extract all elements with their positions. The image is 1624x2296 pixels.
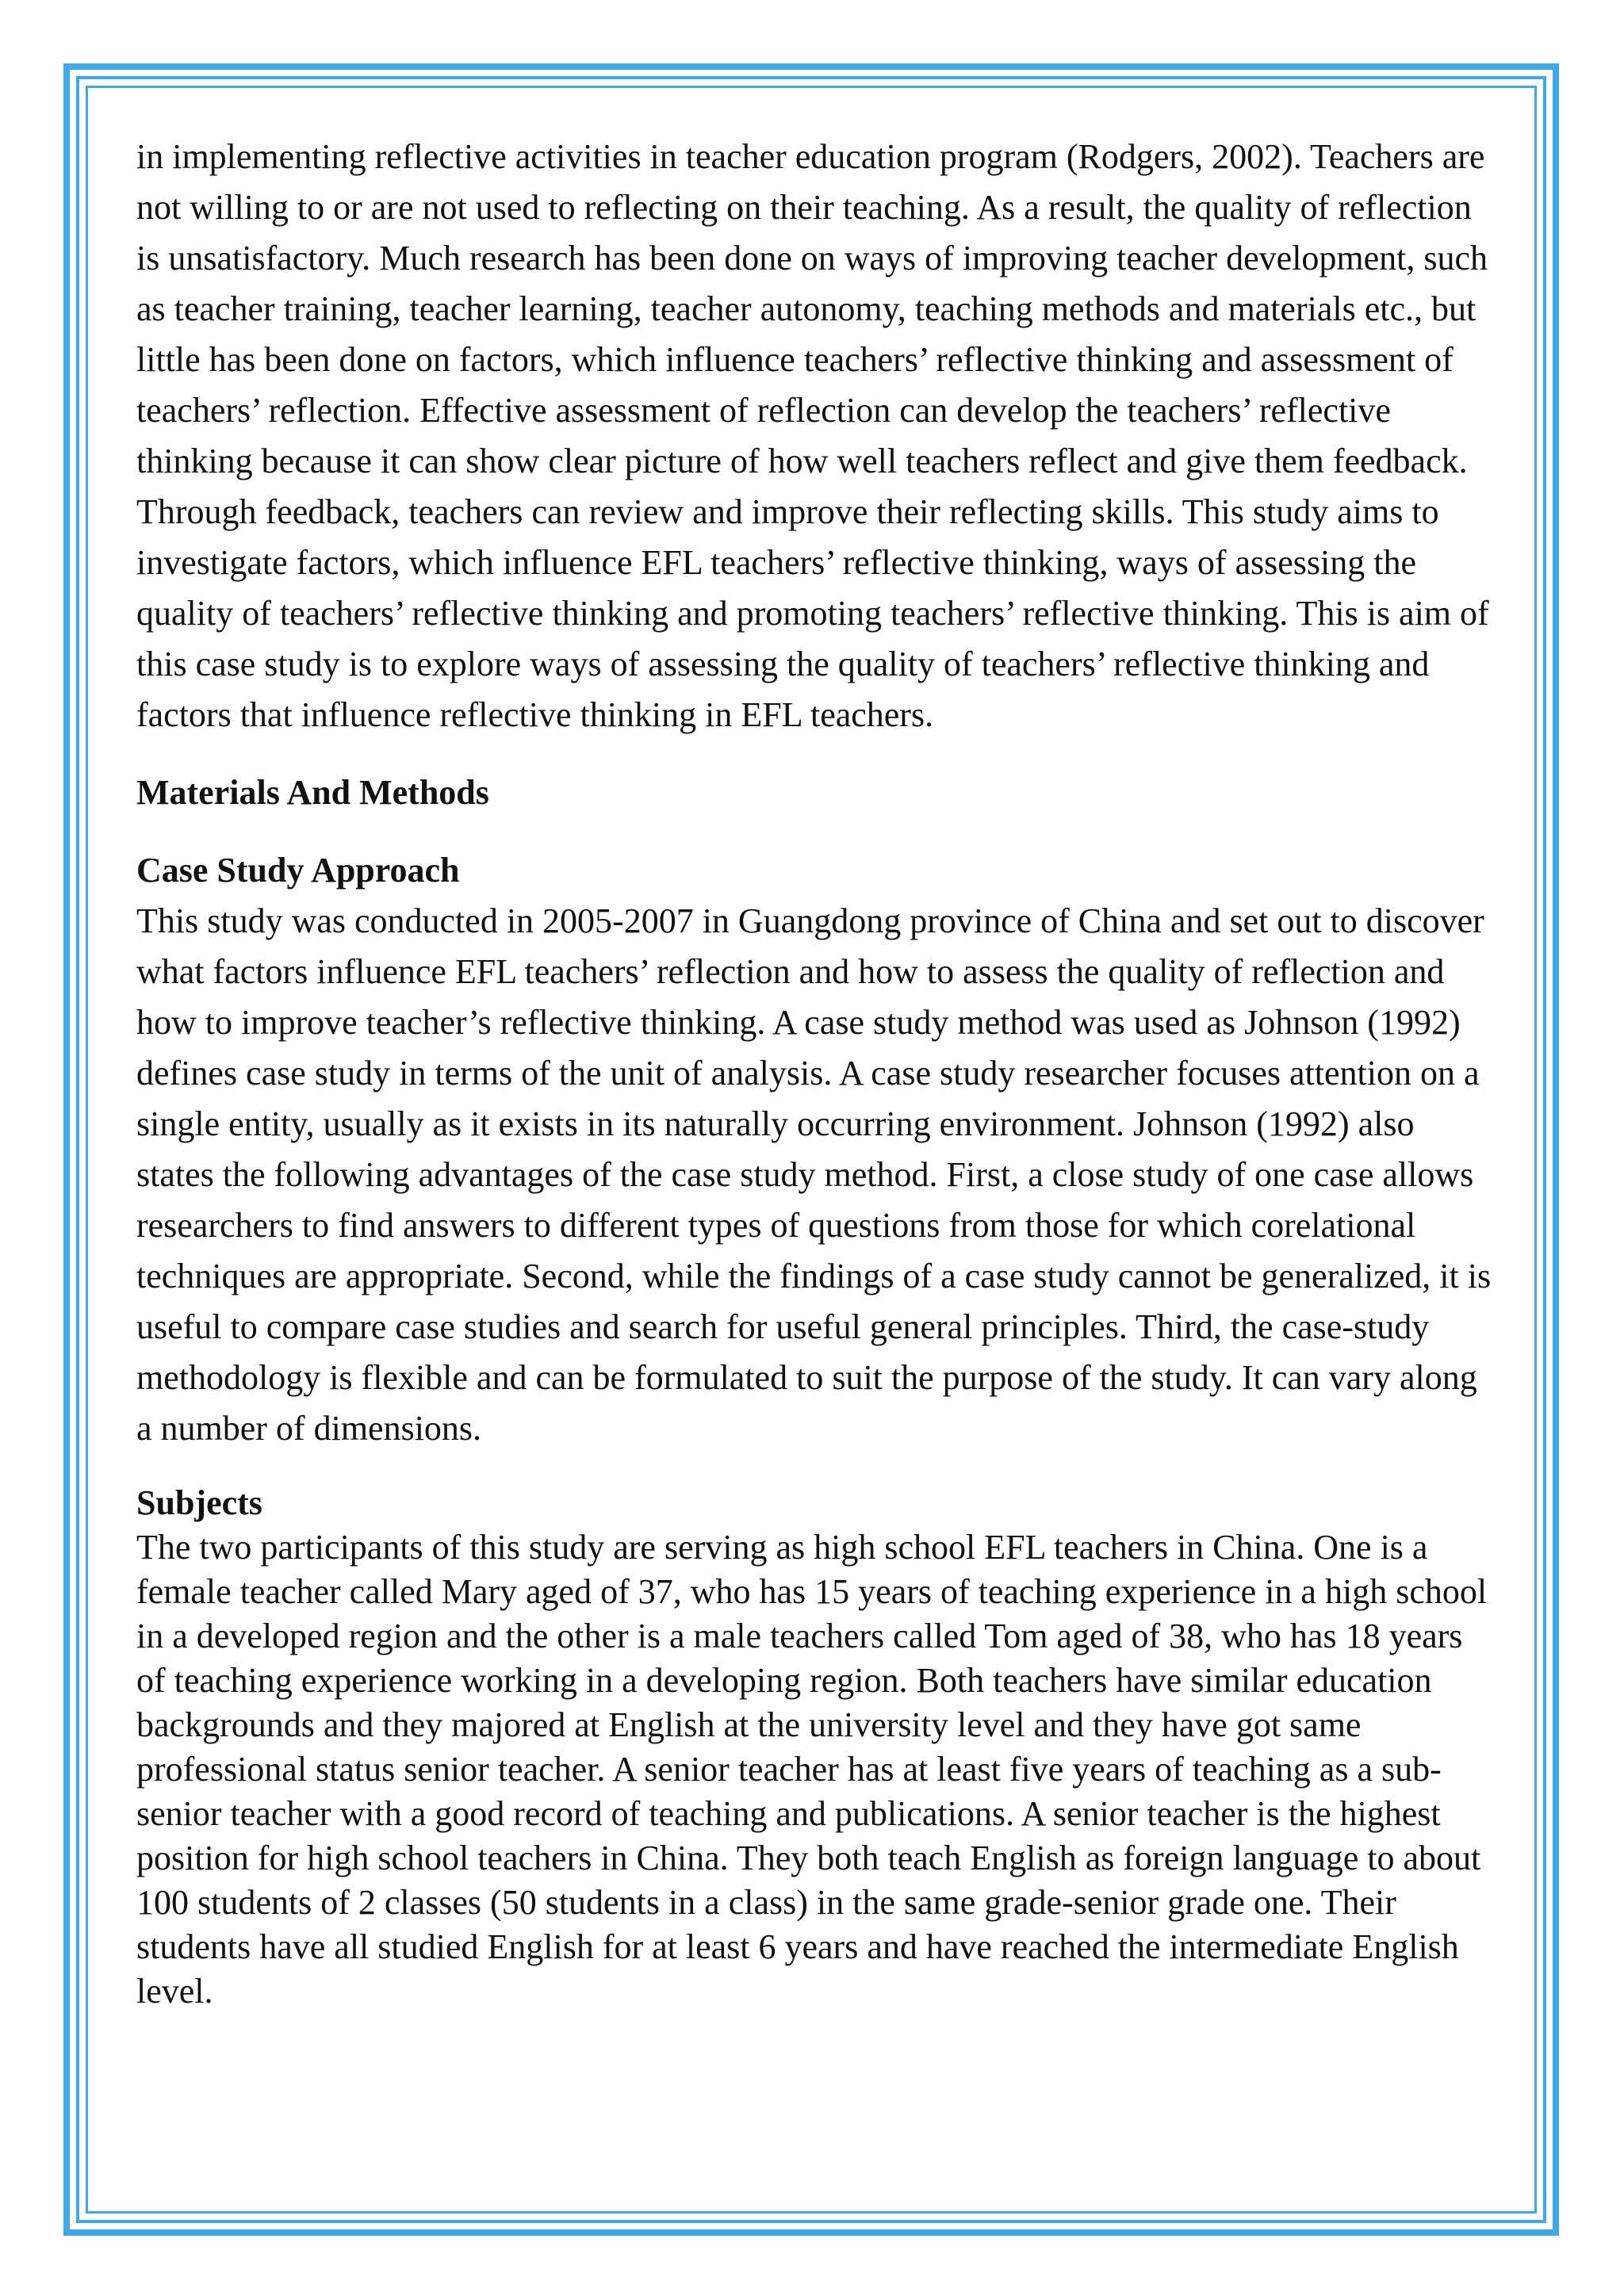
case-study-paragraph: This study was conducted in 2005-2007 in Guangdong province of China and set out to discover what factors influence EFL teachers’ reflection and how to assess the quality of reflection and how to improve teacher’s reflective thinking. A case study method was used as Johnson (1992) defines case study in terms of the unit of analysis. A case study researcher focuses attention on a single entity, usually as it exists in its naturally occurring environment. Johnson (1992) also states the following advantages of the case study method. First, a close study of one case allows researchers to find answers to different types of questions from those for which corelational techniques are appropriate. Second, while the findings of a case study cannot be generalized, it is useful to compare case studies and search for useful general principles. Third, the case-study methodology is flexible and can be formulated to suit the purpose of the study. It can vary along a number of dimensions. xyxy=(136,901,1492,1448)
document-body xyxy=(136,132,1500,2014)
subjects-heading: Subjects xyxy=(136,1483,262,1522)
materials-methods-heading: Materials And Methods xyxy=(136,773,489,812)
case-study-heading: Case Study Approach xyxy=(136,851,460,890)
intro-paragraph: in implementing reflective activities in teacher education program (Rodgers, 2002). Teachers are not willing to or are not used to reflecting on their teaching. As a result, the quality of reflection is unsatisfactory. Much research has been done on ways of improving teacher development, such as teacher training, teacher learning, teacher autonomy, teaching methods and materials etc., but little has been done on factors, which influence teachers’ reflective thinking and assessment of teachers’ reflection. Effective assessment of reflection can develop the teachers’ reflective thinking because it can show clear picture of how well teachers reflect and give them feedback. Through feedback, teachers can review and improve their reflecting skills. This study aims to investigate factors, which influence EFL teachers’ reflective thinking, ways of assessing the quality of teachers’ reflective thinking and promoting teachers’ reflective thinking. This is aim of this case study is to explore ways of assessing the quality of teachers’ reflective thinking and factors that influence reflective thinking in EFL teachers. xyxy=(136,137,1489,734)
subjects-paragraph: The two participants of this study are serving as high school EFL teachers in China. One is a female teacher called Mary aged of 37, who has 15 years of teaching experience in a high school in a developed region and the other is a male teachers called Tom aged of 38, who has 18 years of teaching experience working in a developing region. Both teachers have similar education backgrounds and they majored at English at the university level and they have got same professional status senior teacher. A senior teacher has at least five years of teaching as a sub-senior teacher with a good record of teaching and publications. A senior teacher is the highest position for high school teachers in China. They both teach English as foreign language to about 100 students of 2 classes (50 students in a class) in the same grade-senior grade one. Their students have all studied English for at least 6 years and have reached the intermediate English level. xyxy=(136,1528,1488,2011)
subjects-section xyxy=(136,1481,1500,2014)
case-study-section xyxy=(136,845,1500,1454)
